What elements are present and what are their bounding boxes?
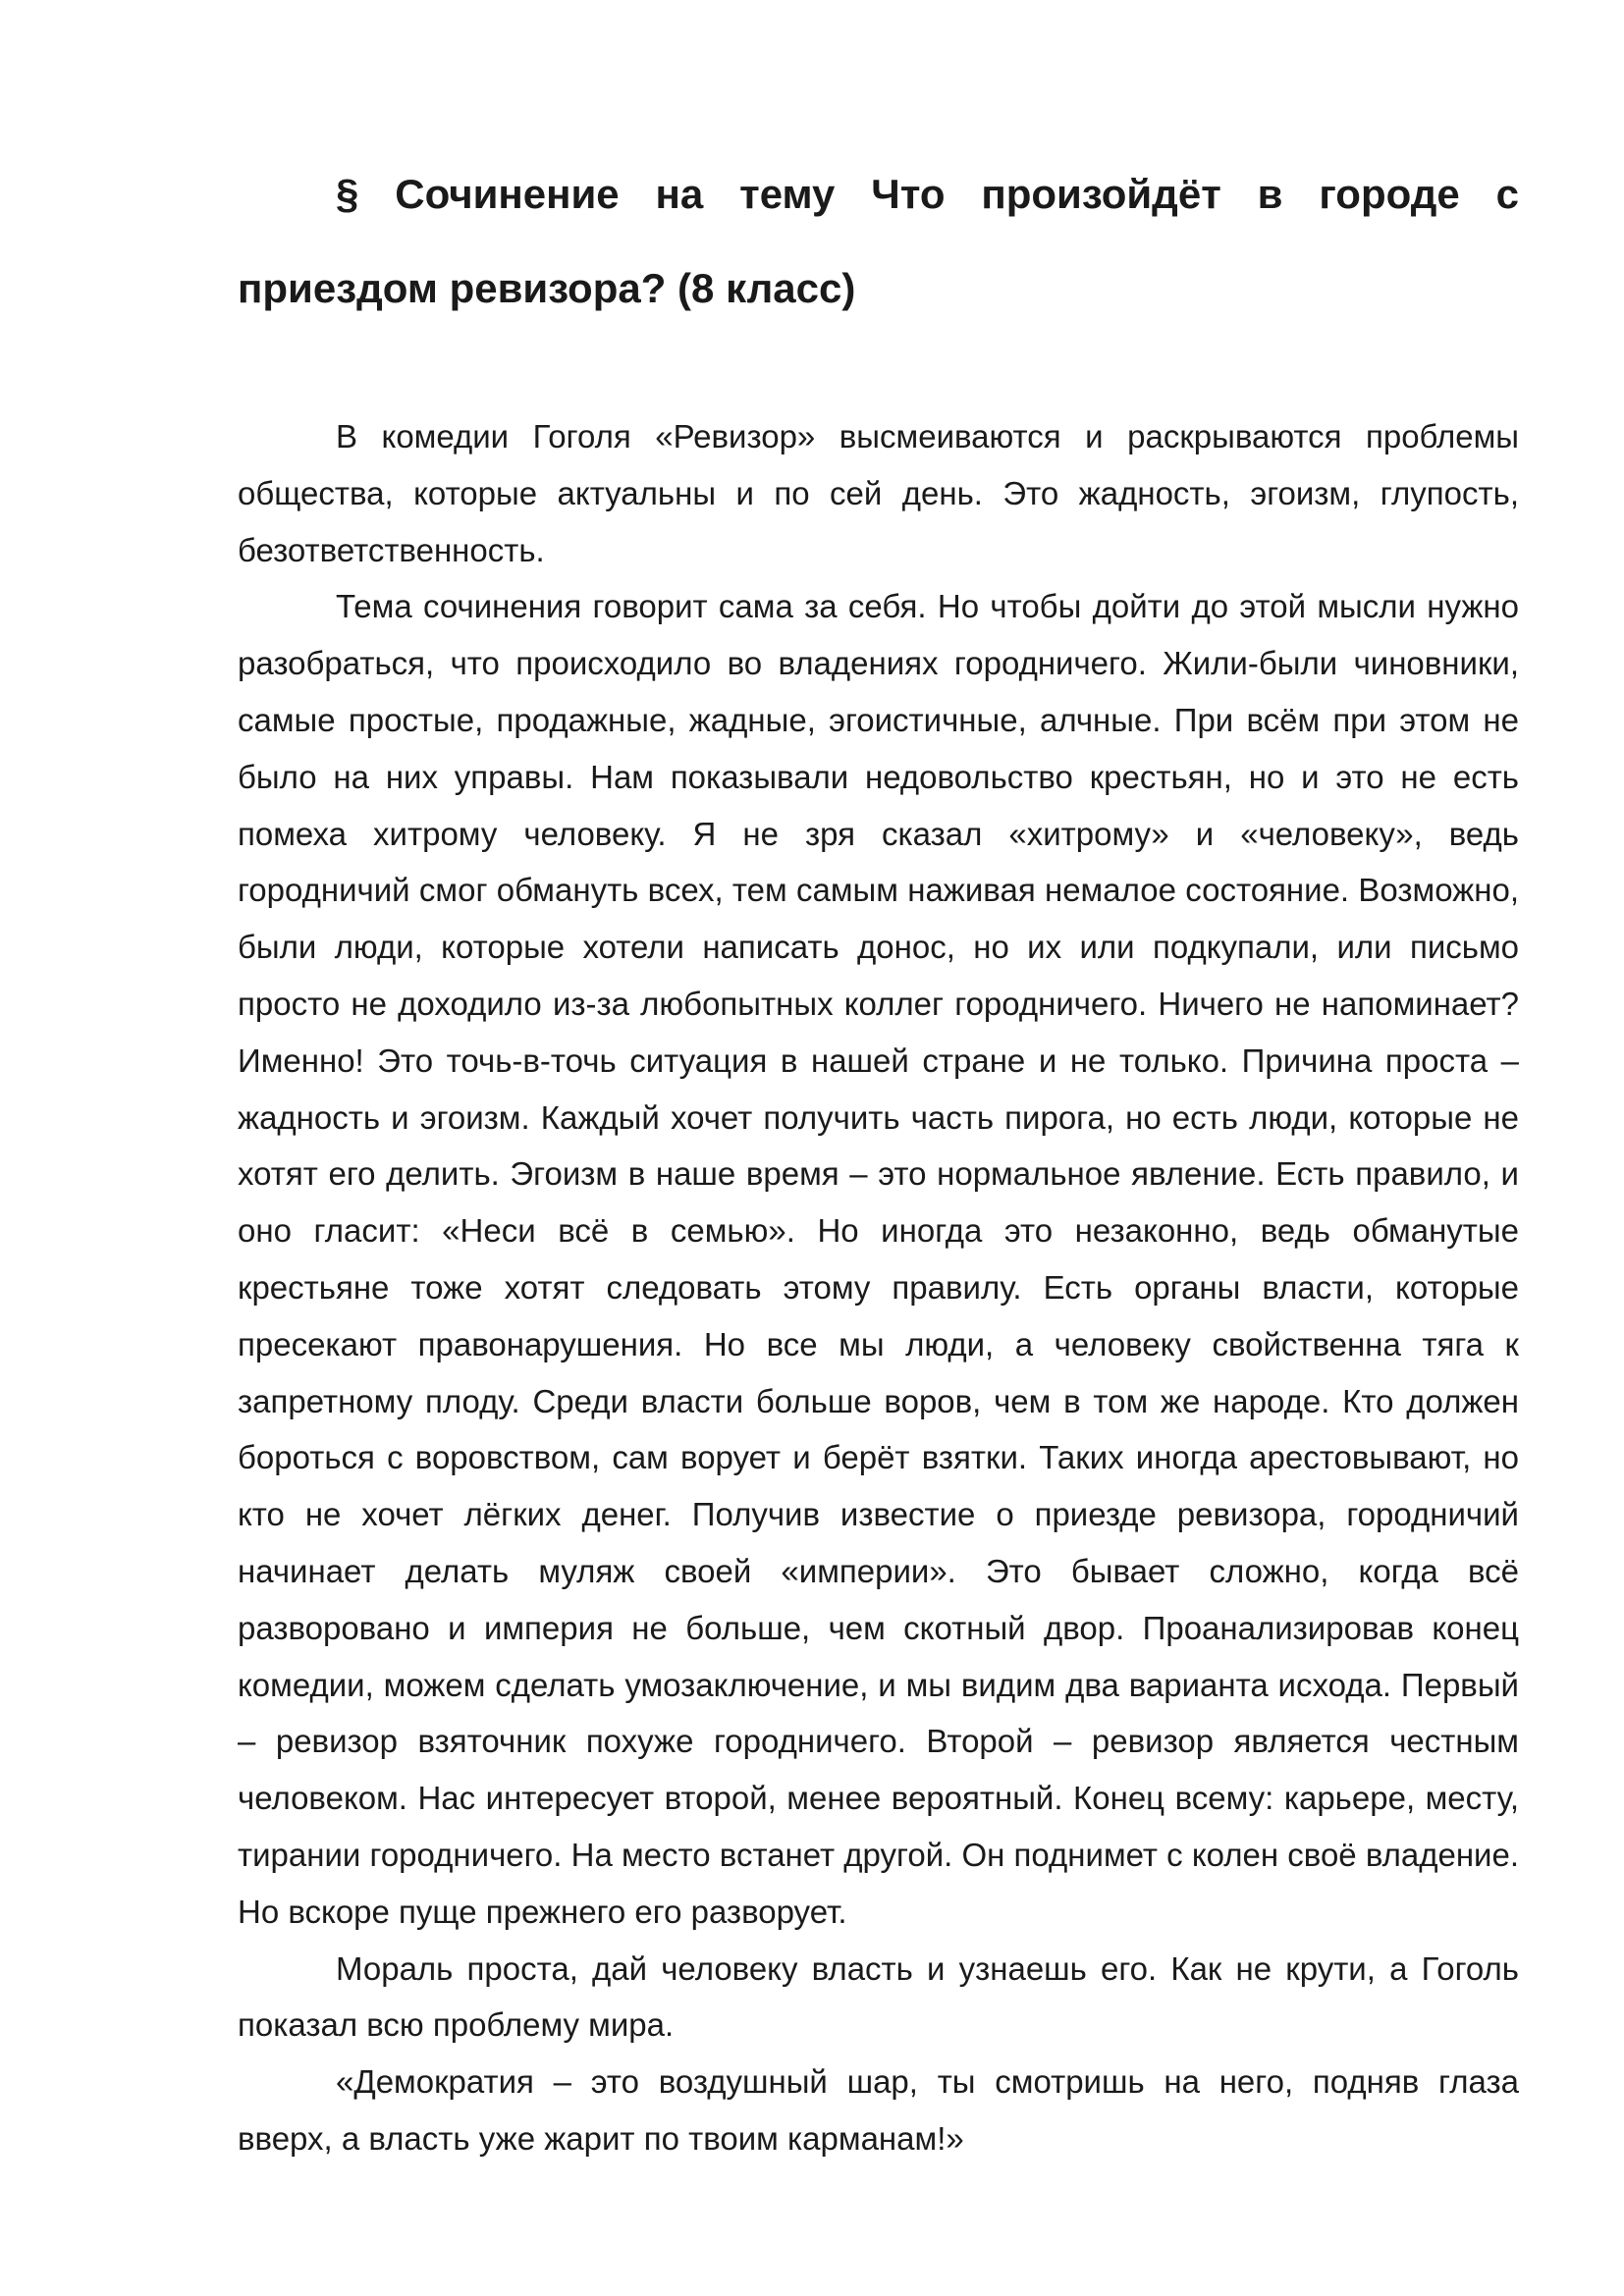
paragraph-quote: «Демократия – это воздушный шар, ты смотришь на него, подняв глаза вверх, а власть уже жарит по твоим карманам!» bbox=[238, 2063, 1519, 2157]
paragraph-intro: В комедии Гоголя «Ревизор» высмеиваются и раскрываются проблемы общества, которые актуальны и по сей день. Это жадность, эгоизм, глупость, безответственность. bbox=[238, 418, 1519, 568]
document-body bbox=[238, 147, 1519, 2167]
paragraph-main: Тема сочинения говорит сама за себя. Но чтобы дойти до этой мысли нужно разобраться, что происходило во владениях городничего. Жили-были чиновники, самые простые, продажные, жадные, эгоистичные, алчные. При всём при этом не было на них управы. Нам показывали недовольство крестьян, но и это не есть помеха хитрому человеку. Я не зря сказал «хитрому» и «человеку», ведь городничий смог обмануть всех, тем самым наживая немалое состояние. Возможно, были люди, которые хотели написать донос, но их или подкупали, или письмо просто не доходило из-за любопытных коллег городничего. Ничего не напоминает? Именно! Это точь-в-точь ситуация в нашей стране и не только. Причина проста – жадность и эгоизм. Каждый хочет получить часть пирога, но есть люди, которые не хотят его делить. Эгоизм в наше время – это нормальное явление. Есть правило, и оно гласит: «Неси всё в семью». Но иногда это незаконно, ведь обманутые крестьяне тоже хотят следовать этому правилу. Есть органы власти, которые пресекают правонарушения. Но все мы люди, а человеку свойственна тяга к запретному плоду. Среди власти больше воров, чем в том же народе. Кто должен бороться с воровством, сам ворует и берёт взятки. Таких иногда арестовывают, но кто не хочет лёгких денег. Получив известие о приезде ревизора, городничий начинает делать муляж своей «империи». Это бывает сложно, когда всё разворовано и империя не больше, чем скотный двор. Проанализировав конец комедии, можем сделать умозаключение, и мы видим два варианта исхода. Первый – ревизор взяточник похуже городничего. Второй – ревизор является честным человеком. Нас интересует второй, менее вероятный. Конец всему: карьере, месту, тирании городничего. На место встанет другой. Он поднимет с колен своё владение. Но вскоре пуще прежнего его разворует. bbox=[238, 588, 1519, 1930]
paragraph-moral: Мораль проста, дай человеку власть и узнаешь его. Как не крути, а Гоголь показал всю проблему мира. bbox=[238, 1949, 1519, 2044]
document-title: § Сочинение на тему Что произойдёт в городе с приездом ревизора? (8 класс) bbox=[238, 171, 1519, 311]
